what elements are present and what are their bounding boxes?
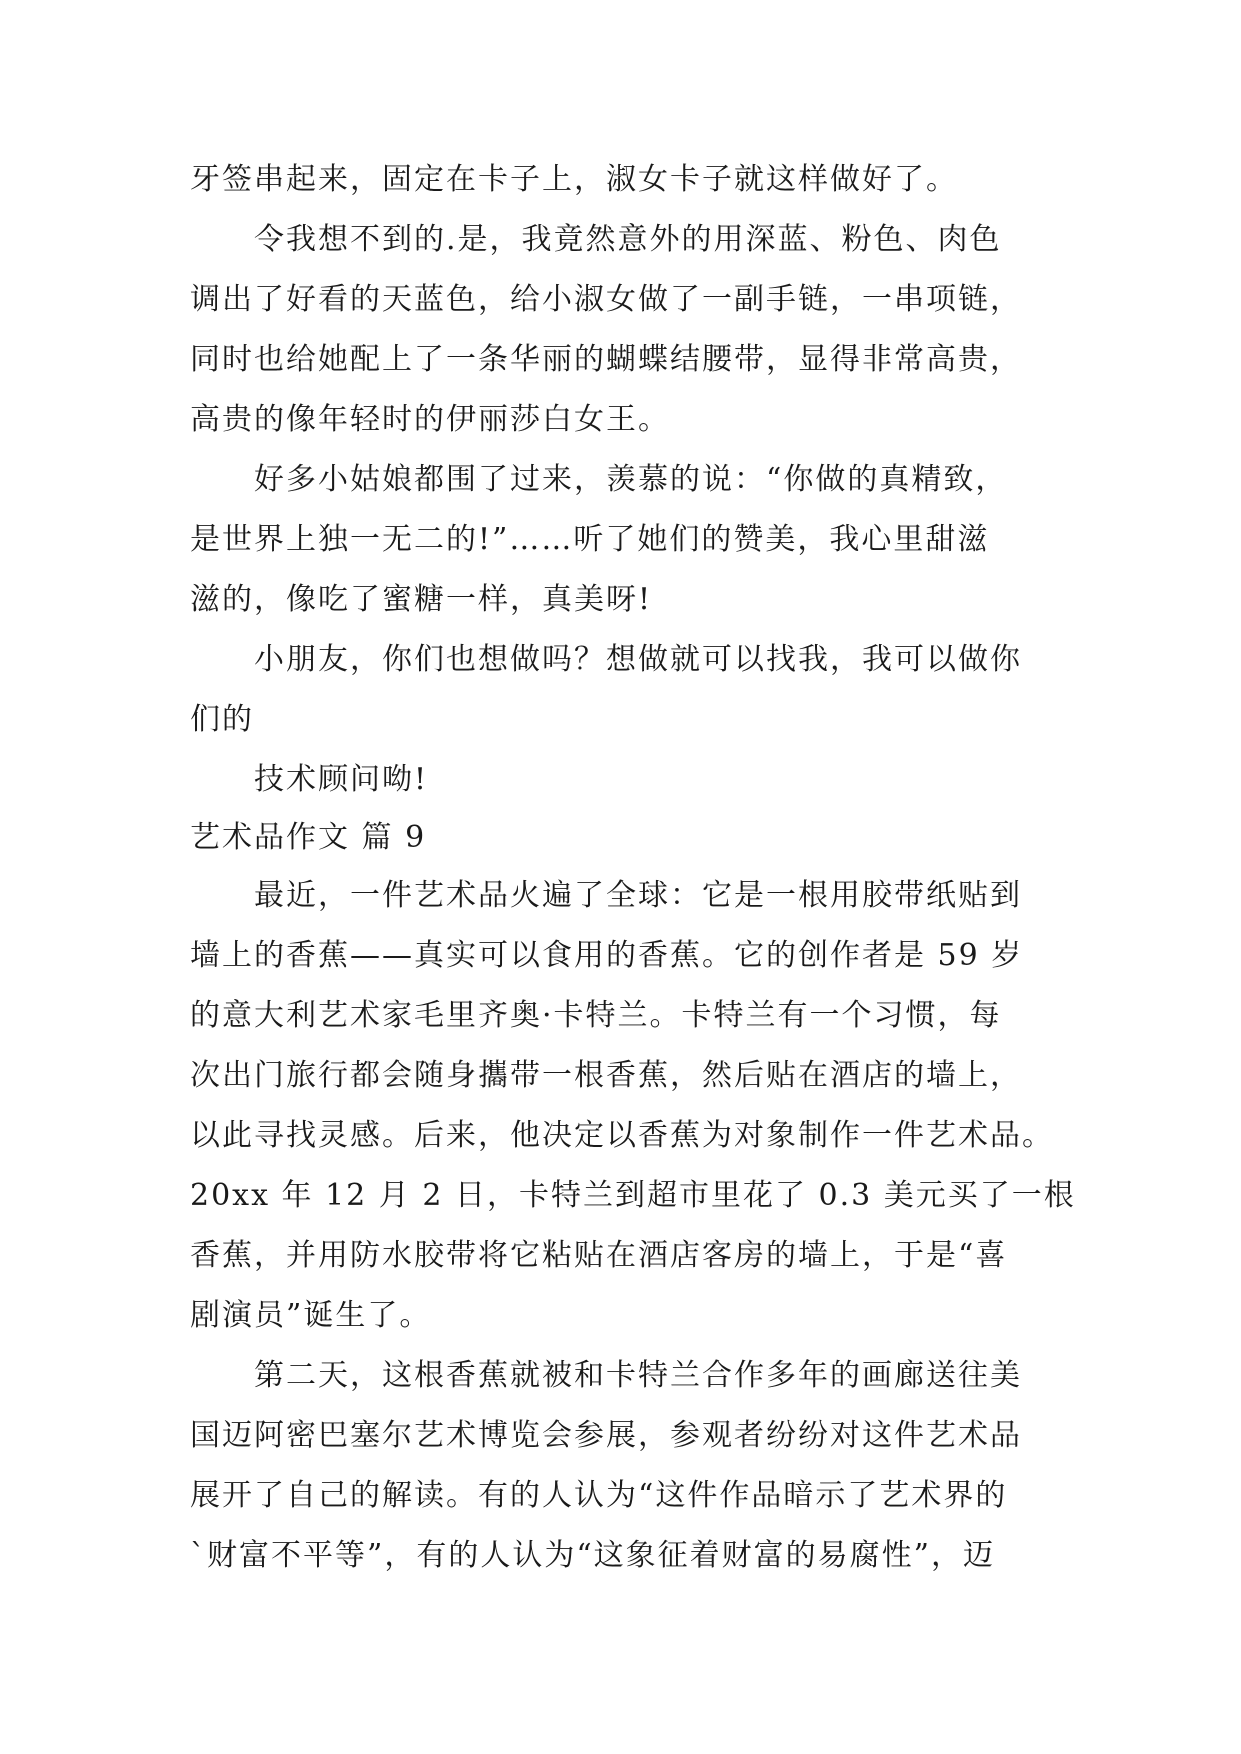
text-line: 剧演员”诞生了。 [190, 1298, 432, 1333]
text-line: 次出门旅行都会随身攜带一根香蕉，然后贴在酒店的墙上， [190, 1058, 1022, 1093]
text-line: 们的 [190, 702, 254, 737]
paragraph-start-line: 小朋友，你们也想做吗？想做就可以找我，我可以做你 [254, 642, 1022, 677]
text-line: 滋的，像吃了蜜糖一样，真美呀! [190, 582, 653, 617]
text-line: 同时也给她配上了一条华丽的蝴蝶结腰带，显得非常高贵， [190, 342, 1022, 377]
body-text [190, 150, 1076, 1586]
paragraph-start-line: 技术顾问呦! [254, 762, 429, 797]
text-line: 墙上的香蕉——真实可以食用的香蕉。它的创作者是 59 岁 [190, 938, 1024, 973]
text-line: 20xx 年 12 月 2 日，卡特兰到超市里花了 0.3 美元买了一根 [190, 1178, 1076, 1213]
paragraph-start-line: 第二天，这根香蕉就被和卡特兰合作多年的画廊送往美 [254, 1358, 1022, 1393]
text-line: `财富不平等”，有的人认为“这象征着财富的易腐性”，迈 [190, 1538, 996, 1573]
section-heading: 艺术品作文 篇 9 [190, 820, 427, 855]
text-line: 香蕉，并用防水胶带将它粘贴在酒店客房的墙上，于是“喜 [190, 1238, 1008, 1273]
paragraph-start-line: 令我想不到的.是，我竟然意外的用深蓝、粉色、肉色 [254, 222, 1002, 257]
text-line: 是世界上独一无二的!”……听了她们的赞美，我心里甜滋 [190, 522, 990, 557]
paragraph-start-line: 好多小姑娘都围了过来，羡慕的说：“你做的真精致， [254, 462, 1008, 497]
paragraph-start-line: 最近，一件艺术品火遍了全球：它是一根用胶带纸贴到 [254, 878, 1022, 913]
text-line: 国迈阿密巴塞尔艺术博览会参展，参观者纷纷对这件艺术品 [190, 1418, 1022, 1453]
text-line: 牙签串起来，固定在卡子上，淑女卡子就这样做好了。 [190, 162, 958, 197]
text-line: 高贵的像年轻时的伊丽莎白女王。 [190, 402, 670, 437]
text-line: 的意大利艺术家毛里齐奥·卡特兰。卡特兰有一个习惯，每 [190, 998, 1002, 1033]
text-line: 调出了好看的天蓝色，给小淑女做了一副手链，一串项链， [190, 282, 1022, 317]
text-line: 展开了自己的解读。有的人认为“这件作品暗示了艺术界的 [190, 1478, 1008, 1513]
text-line: 以此寻找灵感。后来，他决定以香蕉为对象制作一件艺术品。 [190, 1118, 1054, 1153]
